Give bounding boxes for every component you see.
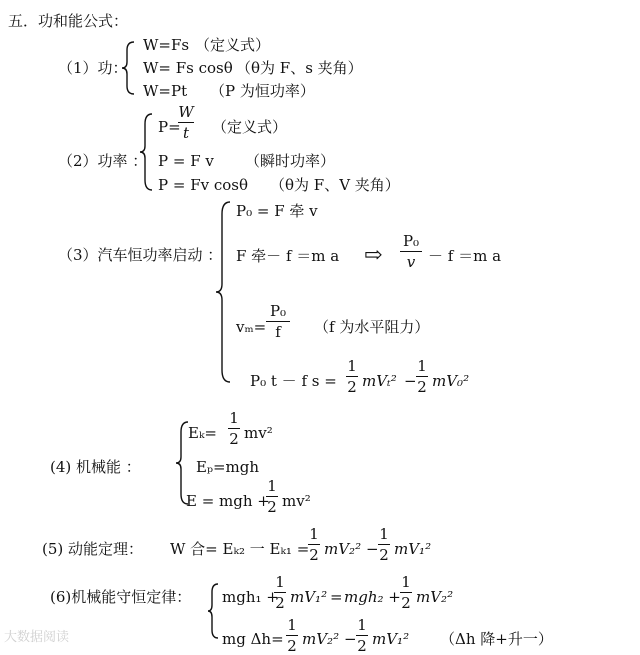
fraction-numerator: 1 <box>417 357 427 375</box>
fraction-numerator: W <box>178 103 194 121</box>
equals-sign: = <box>330 588 343 606</box>
fraction-numerator: 1 <box>287 616 297 634</box>
work-formula-2: W= Fs cosθ <box>143 59 233 77</box>
fraction-denominator: 2 <box>401 594 411 612</box>
conservation-l1d: mV₂² <box>416 588 454 606</box>
fraction-denominator: f <box>275 323 281 341</box>
conservation-l2a: mg Δh= <box>222 630 284 648</box>
left-brace-icon <box>206 582 222 640</box>
kinetic-theorem-label: (5) 动能定理： <box>42 540 144 558</box>
fraction-numerator: 1 <box>229 409 239 427</box>
power-formula-2: P = F v <box>158 152 214 170</box>
minus-sign: − <box>366 540 379 558</box>
fraction-bar <box>274 592 286 593</box>
kinetic-term-a: mV₂² <box>324 540 362 558</box>
work-note-3: （P 为恒功率） <box>210 82 315 100</box>
car-formula-4: P₀ t － f s = <box>250 372 337 390</box>
power-fraction <box>178 103 194 142</box>
fraction-bar <box>308 544 320 545</box>
minus-sign: − <box>404 372 417 390</box>
fraction-bar <box>266 496 278 497</box>
car-label: （3）汽车恒功率启动 ： <box>58 246 223 264</box>
fraction-denominator: v <box>406 253 416 271</box>
fraction-denominator: 2 <box>275 594 285 612</box>
fraction-numerator: 1 <box>275 573 285 591</box>
fraction-bar <box>346 376 358 377</box>
car-formula-2: F 牵－ f ＝m a <box>236 247 340 265</box>
fraction-denominator: 2 <box>229 430 239 448</box>
half-fraction <box>346 357 358 396</box>
work-formula-3: W=Pt <box>143 82 188 100</box>
half-fraction <box>274 573 286 612</box>
fraction-bar <box>400 592 412 593</box>
half-fraction <box>416 357 428 396</box>
power-label: （2）功率 ： <box>58 152 148 170</box>
mech-formula-1: Eₖ= <box>188 424 217 442</box>
fraction-numerator: P₀ <box>402 232 420 250</box>
fraction-numerator: P₀ <box>269 302 287 320</box>
fraction-bar <box>266 321 290 322</box>
half-fraction <box>286 616 298 655</box>
fraction-denominator: 2 <box>357 637 367 655</box>
fraction-denominator: 2 <box>417 378 427 396</box>
half-fraction <box>266 477 278 516</box>
fraction-bar <box>400 251 422 252</box>
work-formula-1: W=Fs <box>143 36 190 54</box>
fraction-numerator: 1 <box>401 573 411 591</box>
conservation-note: （Δh 降+升一） <box>440 630 553 648</box>
car-formula-1: P₀ = F 牵 v <box>236 202 318 220</box>
left-brace-icon <box>120 40 138 96</box>
car-term-b: mV₀² <box>432 372 470 390</box>
left-brace-icon <box>214 200 234 384</box>
fraction-denominator: 2 <box>267 498 277 516</box>
fraction-numerator: 1 <box>309 525 319 543</box>
half-fraction <box>228 409 240 448</box>
section-heading: 五．功和能公式： <box>8 12 129 30</box>
fraction-denominator: 2 <box>309 546 319 564</box>
work-note-2: （θ为 F、s 夹角） <box>236 59 363 77</box>
mech-energy-label: (4) 机械能 ： <box>50 458 141 476</box>
implies-arrow-icon: ⇨ <box>364 243 383 268</box>
mech-formula-2: Eₚ=mgh <box>196 458 260 476</box>
mech-formula-1b: mv² <box>244 424 273 442</box>
car-note-3: （f 为水平阻力） <box>314 318 430 336</box>
car-fraction-p0-v <box>400 232 422 271</box>
conservation-l1b: mV₁² <box>290 588 328 606</box>
car-formula-3: vₘ= <box>236 318 267 336</box>
conservation-label: (6)机械能守恒定律： <box>50 588 192 606</box>
kinetic-term-b: mV₁² <box>394 540 432 558</box>
fraction-bar <box>416 376 428 377</box>
fraction-denominator: t <box>182 124 190 142</box>
fraction-bar <box>356 635 368 636</box>
fraction-denominator: 2 <box>287 637 297 655</box>
fraction-denominator: 2 <box>347 378 357 396</box>
power-note-2: （瞬时功率） <box>245 152 336 170</box>
conservation-l2b: mV₂² <box>302 630 340 648</box>
half-fraction <box>356 616 368 655</box>
half-fraction <box>378 525 390 564</box>
power-note-3: （θ为 F、V 夹角） <box>270 176 400 194</box>
minus-sign: − <box>344 630 357 648</box>
fraction-bar <box>228 428 240 429</box>
power-note-1: （定义式） <box>212 118 288 136</box>
work-note-1: （定义式） <box>195 36 271 54</box>
conservation-l1a: mgh₁ + <box>222 588 279 606</box>
kinetic-theorem-expr: W 合= Eₖ₂ 一 Eₖ₁ = <box>170 540 310 558</box>
fraction-numerator: 1 <box>347 357 357 375</box>
car-term-a: mVₜ² <box>362 372 397 390</box>
half-fraction <box>308 525 320 564</box>
conservation-l2c: mV₁² <box>372 630 410 648</box>
fraction-numerator: 1 <box>267 477 277 495</box>
watermark: 大数据阅读 <box>4 630 70 645</box>
fraction-bar <box>286 635 298 636</box>
left-brace-icon <box>138 112 156 192</box>
fraction-bar <box>378 544 390 545</box>
car-fraction-p0-f <box>266 302 290 341</box>
fraction-numerator: 1 <box>357 616 367 634</box>
mech-formula-3: E = mgh + <box>186 492 270 510</box>
fraction-denominator: 2 <box>379 546 389 564</box>
fraction-numerator: 1 <box>379 525 389 543</box>
power-formula-3: P = Fv cosθ <box>158 176 249 194</box>
fraction-bar <box>178 122 194 123</box>
work-label: （1）功： <box>58 59 128 77</box>
power-formula-1: P= <box>158 118 181 136</box>
mech-formula-3b: mv² <box>282 492 311 510</box>
car-formula-2b-rest: － f ＝m a <box>428 247 502 265</box>
half-fraction <box>400 573 412 612</box>
conservation-l1c: mgh₂ + <box>344 588 401 606</box>
